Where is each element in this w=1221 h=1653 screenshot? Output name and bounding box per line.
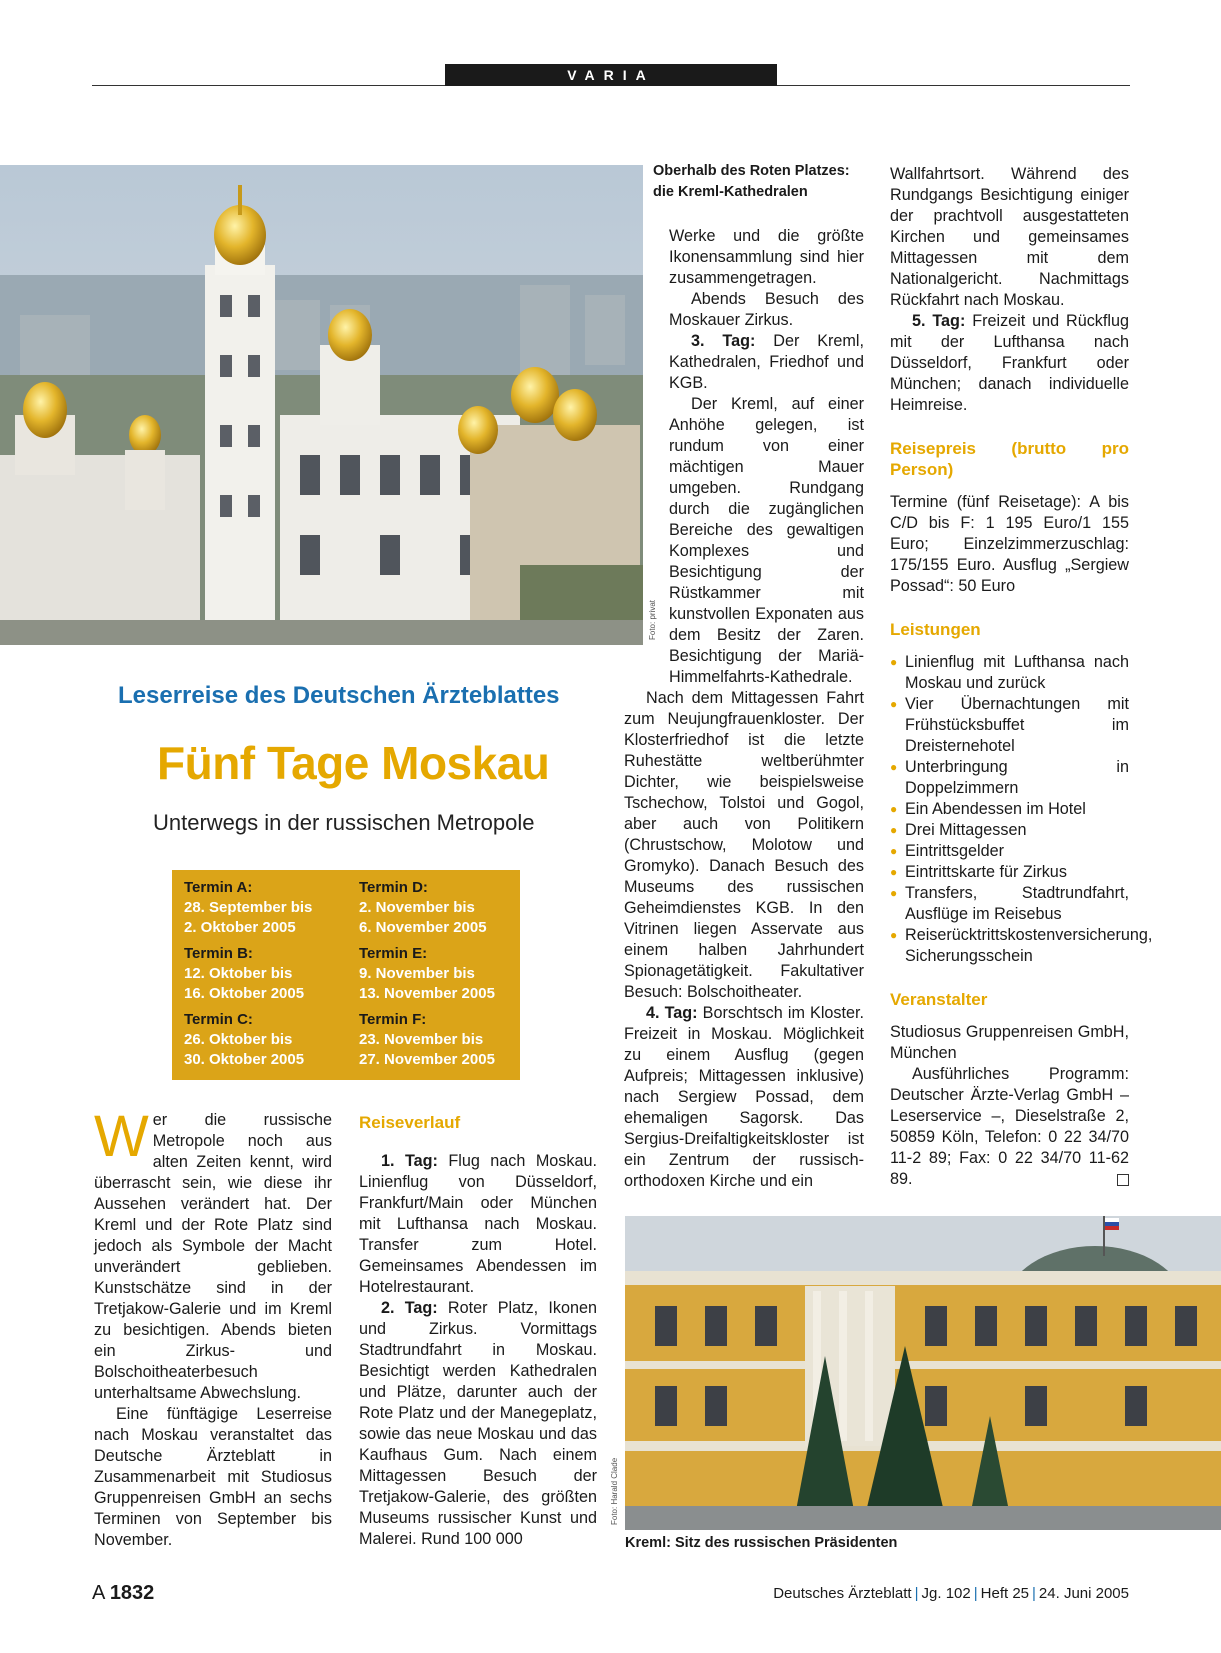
list-item: ● Drei Mittagessen: [890, 820, 1129, 841]
paragraph-text: Roter Platz, Ikonen und Zirkus. Vormittags Stadtrundfahrt in Moskau. Besichtigt werden Kathedralen und Plätze, darunter auch der Rote Platz und der Manegeplatz, sowie das neue Moskau und das Kaufhaus Gum. Nach einem Mittagessen Besuch der Tretjakow-Galerie, des größten Museums russischer Kunst und Malerei. Rund 100 000: [359, 1299, 597, 1548]
article-subtitle: Unterwegs in der russischen Metropole: [153, 810, 535, 835]
separator: |: [914, 1585, 919, 1602]
date-value: 16. Oktober 2005: [184, 985, 305, 1002]
page-number-value: 1832: [109, 1582, 155, 1604]
separator: |: [1032, 1585, 1036, 1602]
date-label: Termin D:: [359, 879, 428, 896]
day-label: 1. Tag:: [381, 1152, 438, 1170]
dates-box: [172, 870, 520, 1080]
caption-line: die Kreml-Kathedralen: [653, 184, 808, 200]
issue-date: 24. Juni 2005: [1038, 1585, 1129, 1602]
paragraph-text: Borschtsch im Kloster. Freizeit in Moskau. Möglichkeit zu einem Ausflug (gegen Aufpreis; Mittagessen inklusive) nach Sergiew Possad, dem ehemaligen Sagorsk. Das Sergius-Dreifaltigkeitskloster ist ein Zentrum der russisch-orthodoxen Kirche und ein: [624, 1004, 865, 1190]
list-item: ● Transfers, Stadtrundfahrt, Ausflüge im Reisebus: [890, 883, 1129, 925]
date-value: 28. September bis: [184, 899, 313, 916]
price-text: Termine (fünf Reisetage): A bis C/D bis F: 1 195 Euro/1 155 Euro; Einzelzimmerzuschlag: 175/155 Euro. Ausflug „Sergiew Possad“: 50 Euro: [890, 493, 1129, 595]
paragraph-text: Flug nach Moskau. Linienflug von Düsseldorf, Frankfurt/Main oder München mit Lufthansa nach Moskau. Transfer zum Hotel. Gemeinsames Abendessen im Hotelrestaurant.: [359, 1152, 597, 1296]
date-entry: [359, 944, 529, 1004]
drop-cap: W: [94, 1104, 149, 1169]
day-label: 2. Tag:: [381, 1299, 438, 1317]
list-item: ● Eintrittsgelder: [890, 841, 1129, 862]
kicker: Leserreise des Deutschen Ärzteblattes: [118, 682, 560, 709]
date-entry: [184, 878, 354, 938]
list-item: ● Unterbringung in Doppelzimmern: [890, 757, 1129, 799]
kremlin-senate-photo: [625, 1216, 1221, 1530]
date-value: 12. Oktober bis: [184, 965, 293, 982]
organizer-heading: Veranstalter: [890, 990, 988, 1009]
dates-column-left: [184, 878, 354, 1076]
paragraph: Nach dem Mittagessen Fahrt zum Neujungfrauenkloster. Der Klosterfriedhof ist die letzte Ruhestätte weltberühmter Dichter, wie beispielsweise Tschechow, Tolstoi und Gogol, aber auch von Politikern (Chrustschow, Molotow und Gromyko). Danach Besuch des Museums des russischen Geheimdienstes KGB. In den Vitrinen liegen Asservate aus einem halben Jahrhundert Spionagetätigkeit. Fakultativer Besuch: Bolschoitheater.: [624, 689, 864, 1001]
journal-info: [773, 1585, 1129, 1602]
paragraph: Wallfahrtsort. Während des Rundgangs Besichtigung einiger der prachtvoll ausgestatteten Kirchen und gemeinsames Mittagessen mit dem Nationalgericht. Nachmittags Rückfahrt nach Moskau.: [890, 165, 1129, 309]
date-value: 2. Oktober 2005: [184, 919, 296, 936]
date-value: 13. November 2005: [359, 985, 495, 1002]
list-item: ● Eintrittskarte für Zirkus: [890, 862, 1129, 883]
price-heading: Reisepreis (brutto pro Person): [890, 439, 1129, 479]
date-entry: [184, 944, 354, 1004]
intro-paragraph: [94, 1104, 332, 1404]
date-entry: [359, 878, 529, 938]
day-label: 3. Tag:: [691, 332, 756, 350]
date-entry: [184, 1010, 354, 1070]
paragraph-text: Der Kreml, Kathedralen, Friedhof und KGB.: [669, 332, 864, 392]
date-value: 30. Oktober 2005: [184, 1051, 305, 1068]
date-value: 2. November bis: [359, 899, 475, 916]
services-list: [890, 652, 1153, 967]
photo-caption-top: [653, 161, 850, 203]
day-paragraph: [359, 1151, 597, 1298]
paragraph: Eine fünftägige Leserreise nach Moskau veranstaltet das Deutsche Ärzteblatt in Zusammenarbeit mit Studiosus Gruppenreisen GmbH an sechs Terminen von September bis November.: [94, 1405, 332, 1549]
day-label: 5. Tag:: [912, 312, 966, 330]
page-number: [92, 1582, 154, 1605]
column-info: [890, 164, 1153, 1190]
inset-block: [669, 226, 864, 688]
section-label: VARIA: [445, 64, 777, 86]
date-entry: [359, 1010, 529, 1070]
end-mark-icon: [1117, 1174, 1129, 1186]
journal-name: Deutsches Ärzteblatt: [773, 1585, 912, 1602]
date-label: Termin E:: [359, 945, 428, 962]
date-value: 6. November 2005: [359, 919, 487, 936]
column-itinerary: [359, 1112, 597, 1550]
date-value: 26. Oktober bis: [184, 1031, 293, 1048]
photo-credit-bottom: Foto: Harald Clade: [610, 1457, 619, 1525]
paragraph-text: er die russische Metropole noch aus alten Zeiten kennt, wird überrascht sein, wie diese ihr Aussehen verändert hat. Der Kreml und der Rote Platz sind jedoch als Symbole der Macht unverändert geblieben. Kunstschätze sind in der Tretjakow-Galerie und im Kreml zu besichtigen. Abends bieten ein Zirkus- und Bolschoitheaterbesuch unterhaltsame Abwechslung.: [94, 1111, 332, 1402]
date-value: 27. November 2005: [359, 1051, 495, 1068]
day-paragraph: [359, 1298, 597, 1550]
paragraph: Werke und die größte Ikonensammlung sind hier zusammengetragen.: [669, 227, 864, 287]
section-heading: Reiseverlauf: [359, 1113, 461, 1132]
date-label: Termin C:: [184, 1011, 253, 1028]
date-value: 23. November bis: [359, 1031, 484, 1048]
paragraph-text: Freizeit und Rückflug mit der Lufthansa nach Düsseldorf, Frankfurt oder München; danach individuelle Heimreise.: [890, 312, 1129, 414]
list-item: ● Vier Übernachtungen mit Frühstücksbuffet im Dreisternehotel: [890, 694, 1129, 757]
volume: Jg. 102: [921, 1585, 971, 1602]
page-prefix: A: [92, 1582, 105, 1604]
column-intro: [94, 1104, 332, 1551]
date-label: Termin B:: [184, 945, 253, 962]
dates-column-right: [359, 878, 529, 1076]
paragraph-text: Ausführliches Programm: Deutscher Ärzte-Verlag GmbH – Leserservice –, Dieselstraße 2, 50859 Köln, Telefon: 0 22 34/70 11-2 89; Fax: 0 22 34/70 11-62 89.: [890, 1065, 1129, 1188]
services-heading: Leistungen: [890, 620, 981, 639]
photo-credit-top: Foto: privat: [648, 599, 657, 640]
day-paragraph: [669, 331, 864, 394]
list-item: ● Ein Abendessen im Hotel: [890, 799, 1129, 820]
column-itinerary-cont: [624, 226, 864, 1192]
day-label: 4. Tag:: [646, 1004, 698, 1022]
photo-caption-bottom: Kreml: Sitz des russischen Präsidenten: [625, 1535, 898, 1551]
date-value: 9. November bis: [359, 965, 475, 982]
paragraph: Der Kreml, auf einer Anhöhe gelegen, ist rundum von einer mächtigen Mauer umgeben. Rundgang durch die zugänglichen Bereiche des gewaltigen Komplexes und Besichtigung der Rüstkammer mit kunstvollen Exponaten aus dem Besitz der Zaren. Besichtigung der Mariä-Himmelfahrts-Kathedrale.: [669, 395, 864, 686]
separator: |: [973, 1585, 978, 1602]
program-text: [890, 1064, 1129, 1190]
issue: Heft 25: [980, 1585, 1030, 1602]
organizer-text: Studiosus Gruppenreisen GmbH, München: [890, 1023, 1129, 1062]
kremlin-cathedrals-photo: [0, 165, 643, 645]
date-label: Termin A:: [184, 879, 253, 896]
list-item: ● Linienflug mit Lufthansa nach Moskau und zurück: [890, 652, 1129, 694]
article-title: Fünf Tage Moskau: [157, 737, 550, 789]
paragraph: Abends Besuch des Moskauer Zirkus.: [669, 290, 864, 329]
day-paragraph: [624, 1003, 864, 1192]
list-item: ● Reiserücktrittskostenversicherung, Sicherungsschein: [890, 925, 1129, 967]
date-label: Termin F:: [359, 1011, 427, 1028]
day-paragraph: [890, 311, 1129, 416]
caption-line: Oberhalb des Roten Platzes:: [653, 163, 850, 179]
